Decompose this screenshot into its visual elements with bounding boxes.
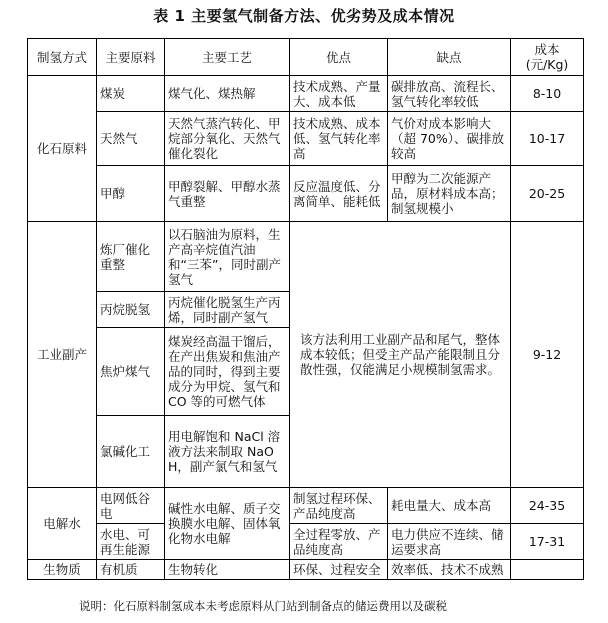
cell-cons: 碳排放高、流程长、氢气转化率较低: [388, 76, 511, 112]
cell-pros: 环保、过程安全: [290, 560, 388, 580]
cell-pros: 技术成熟、成本低、氢气转化率高: [290, 112, 388, 166]
cell-cost: 17-31: [511, 524, 584, 560]
cell-process: 甲醇裂解、甲醇水蒸气重整: [165, 166, 290, 222]
cell-industrial-pros-cons: 该方法利用工业副产品和尾气，整体成本较低；但受主产品产能限制且分散性强，仅能满足小规模制氢需求。: [290, 222, 511, 488]
row-grid: [28, 488, 584, 524]
header-method: 制氢方式: [28, 39, 97, 76]
cell-material: 炼厂催化重整: [97, 222, 165, 292]
cell-process: 生物转化: [165, 560, 290, 580]
cell-pros: 制氢过程环保、产品纯度高: [290, 488, 388, 524]
row-coal: [28, 76, 584, 112]
group-fossil: 化石原料: [28, 76, 97, 222]
row-refinery: [28, 222, 584, 292]
cell-pros: 技术成熟、产量大、成本低: [290, 76, 388, 112]
cell-cons: 气价对成本影响大（超 70%）、碳排放较高: [388, 112, 511, 166]
cell-pros: 反应温度低、分离简单、能耗低: [290, 166, 388, 222]
row-biomass: [28, 560, 584, 580]
cell-cost: 9-12: [511, 222, 584, 488]
cell-cost: 10-17: [511, 112, 584, 166]
hydrogen-production-table: [27, 38, 584, 580]
cell-process: 煤炭经高温干馏后，在产出焦炭和焦油产品的同时，得到主要成分为甲烷、氢气和 CO 等的可燃气体: [165, 328, 290, 416]
row-hydro: [28, 524, 584, 560]
row-methanol: [28, 166, 584, 222]
cell-cost: 8-10: [511, 76, 584, 112]
header-pros: 优点: [290, 39, 388, 76]
cell-material: 水电、可再生能源: [97, 524, 165, 560]
cell-material: 丙烷脱氢: [97, 292, 165, 328]
cell-process: 丙烷催化脱氢生产丙烯，同时副产氢气: [165, 292, 290, 328]
cell-process: 煤气化、煤热解: [165, 76, 290, 112]
cell-cons: 甲醇为二次能源产品，原材料成本高；制氢规模小: [388, 166, 511, 222]
cell-cons: 效率低、技术不成熟: [388, 560, 511, 580]
row-natgas: [28, 112, 584, 166]
cell-material: 电网低谷电: [97, 488, 165, 524]
cell-process: 天然气蒸汽转化、甲烷部分氧化、天然气催化裂化: [165, 112, 290, 166]
cell-material: 煤炭: [97, 76, 165, 112]
cell-pros: 全过程零放、产品纯度高: [290, 524, 388, 560]
cell-material: 天然气: [97, 112, 165, 166]
header-process: 主要工艺: [165, 39, 290, 76]
group-electrolysis: 电解水: [28, 488, 97, 560]
cell-cons: 耗电量大、成本高: [388, 488, 511, 524]
cell-cost: 20-25: [511, 166, 584, 222]
cell-material: 甲醇: [97, 166, 165, 222]
cell-material: 氯碱化工: [97, 416, 165, 488]
header-material: 主要原料: [97, 39, 165, 76]
table-title: 表 1 主要氢气制备方法、优劣势及成本情况: [153, 7, 455, 25]
header-cost: 成本 (元/Kg): [511, 39, 584, 76]
cell-process: 用电解饱和 NaCl 溶液方法来制取 NaOH，副产氯气和氢气: [165, 416, 290, 488]
cell-cost: [511, 560, 584, 580]
header-row: [28, 39, 584, 76]
group-biomass: 生物质: [28, 560, 97, 580]
cell-process: 以石脑油为原料，生产高辛烷值汽油和“三苯”，同时副产氢气: [165, 222, 290, 292]
cell-process: 碱性水电解、质子交换膜水电解、固体氧化物水电解: [165, 488, 290, 560]
cell-cons: 电力供应不连续、储运要求高: [388, 524, 511, 560]
footnote: 说明：化石原料制氢成本未考虑原料从门站到制备点的储运费用以及碳税: [79, 599, 447, 613]
cell-cost: 24-35: [511, 488, 584, 524]
header-cons: 缺点: [388, 39, 511, 76]
group-industrial: 工业副产: [28, 222, 97, 488]
cell-material: 有机质: [97, 560, 165, 580]
cell-material: 焦炉煤气: [97, 328, 165, 416]
